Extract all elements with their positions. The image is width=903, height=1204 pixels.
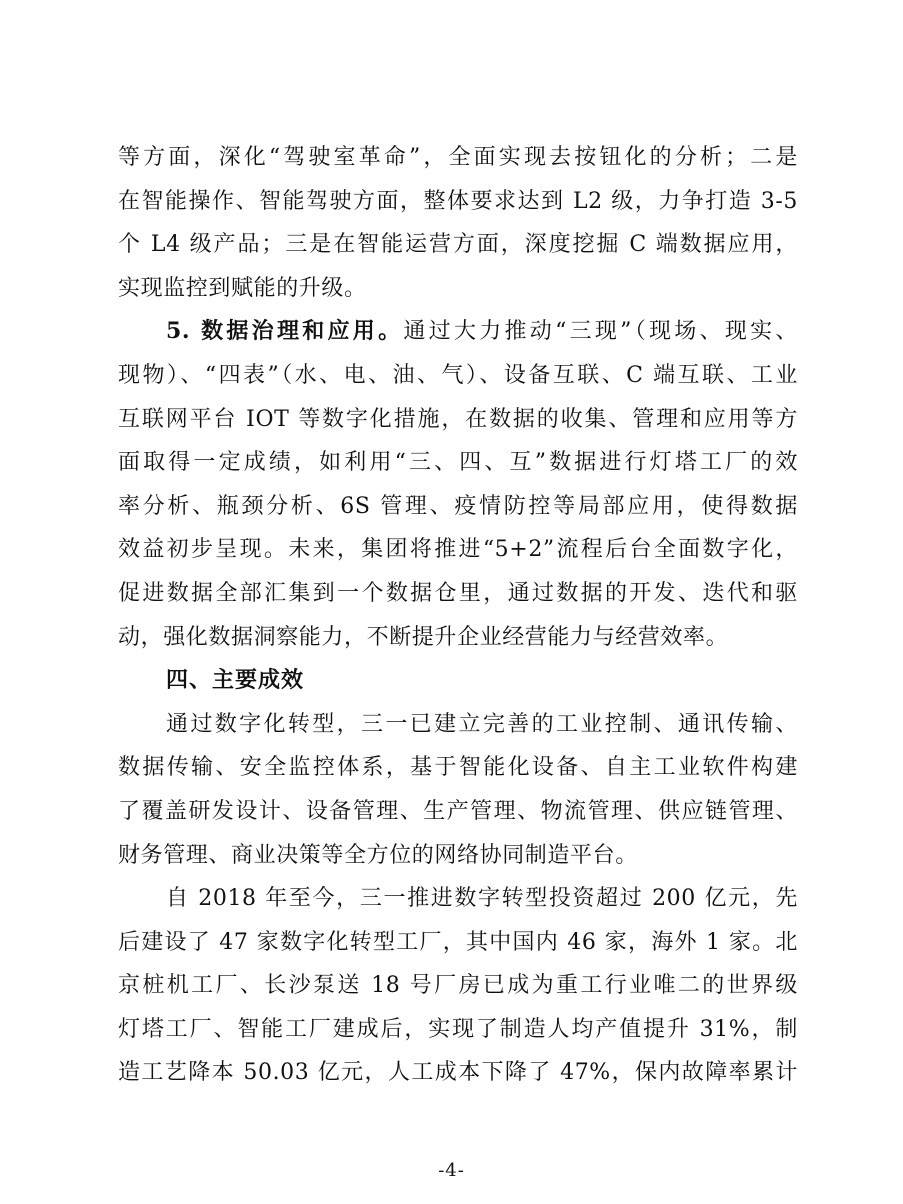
paragraph-line: 促进数据全部汇集到一个数据仓里，通过数据的开发、迭代和驱 [118,580,798,606]
paragraph-line: 率分析、瓶颈分析、6S 管理、疫情防控等局部应用，使得数据 [118,493,798,519]
paragraph-line: 在智能操作、智能驾驶方面，整体要求达到 L2 级，力争打造 3-5 [118,188,798,214]
paragraph-line: 现物）、“四表”（水、电、油、气）、设备互联、C 端互联、工业 [118,362,798,388]
paragraph-line: 动，强化数据洞察能力，不断提升企业经营能力与经营效率。 [118,624,729,650]
paragraph-line: 面取得一定成绩，如利用“三、四、互”数据进行灯塔工厂的效 [118,450,798,476]
paragraph-line: 数据传输、安全监控体系，基于智能化设备、自主工业软件构建 [118,755,798,781]
section-5-first-line-text: 通过大力推动“三现”（现场、现实、 [403,319,798,345]
paragraph-line: 互联网平台 IOT 等数字化措施，在数据的收集、管理和应用等方 [118,406,798,432]
paragraph-line: 自 2018 年至今，三一推进数字转型投资超过 200 亿元，先 [166,886,798,912]
paragraph-line: 灯塔工厂、智能工厂建成后，实现了制造人均产值提升 31%，制 [118,1016,798,1042]
paragraph-line: 京桩机工厂、长沙泵送 18 号厂房已成为重工行业唯二的世界级 [118,973,798,999]
paragraph-line: 了覆盖研发设计、设备管理、生产管理、物流管理、供应链管理、 [118,798,798,824]
paragraph-line: 等方面，深化“驾驶室革命”，全面实现去按钮化的分析；二是 [118,145,798,170]
paragraph-line: 效益初步呈现。未来，集团将推进“5+2”流程后台全面数字化， [118,537,798,563]
paragraph-line: 造工艺降本 50.03 亿元，人工成本下降了 47%，保内故障率累计 [118,1060,798,1086]
section-5-first-line [118,310,798,354]
document-body [118,136,798,1095]
page-number: -4- [438,1160,465,1181]
paragraph-line: 个 L4 级产品；三是在智能运营方面，深度挖掘 C 端数据应用， [118,232,798,258]
paragraph-line: 通过数字化转型，三一已建立完善的工业控制、通讯传输、 [166,711,798,737]
paragraph-line: 后建设了 47 家数字化转型工厂，其中国内 46 家，海外 1 家。北 [118,929,798,955]
paragraph-line: 实现监控到赋能的升级。 [118,275,367,301]
section-heading: 四、主要成效 [166,668,305,694]
paragraph-line: 财务管理、商业决策等全方位的网络协同制造平台。 [118,842,638,868]
section-5-title: 5. 数据治理和应用。 [166,318,404,345]
